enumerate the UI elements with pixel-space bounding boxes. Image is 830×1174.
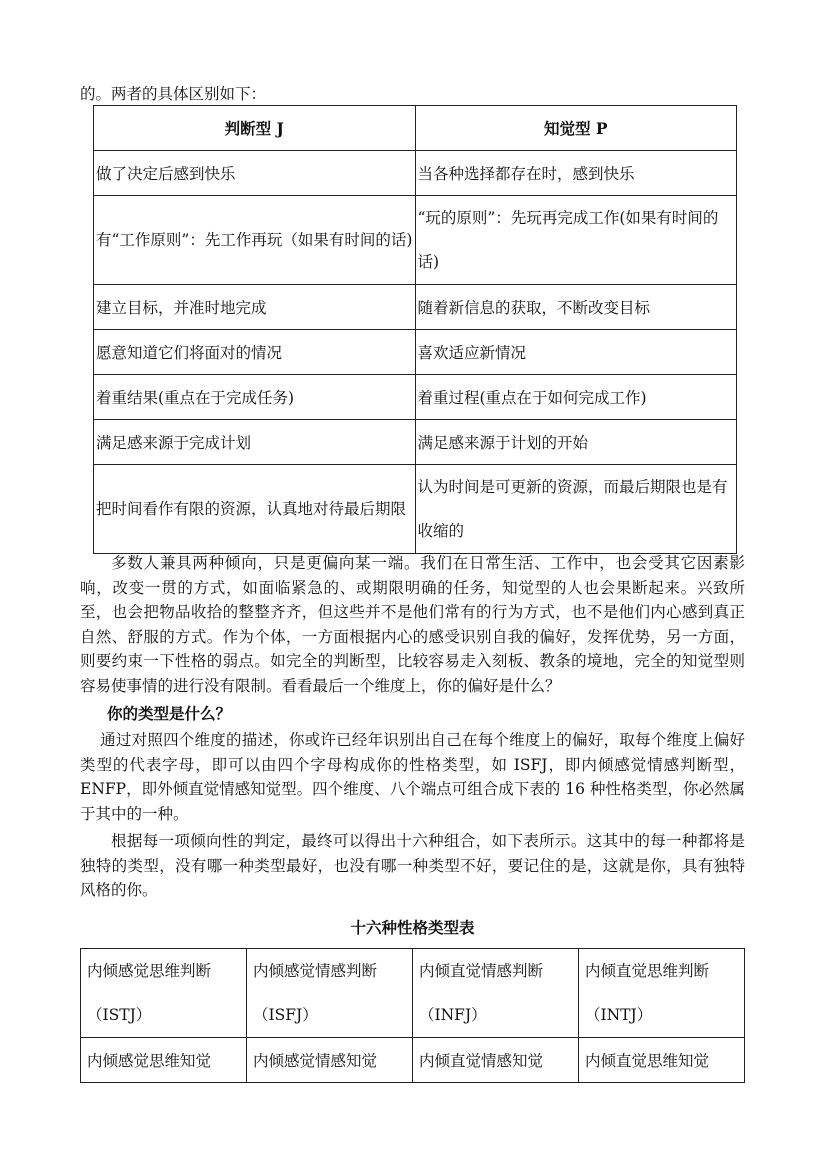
table-cell: 满足感来源于计划的开始: [415, 420, 737, 465]
table-cell: 把时间看作有限的资源，认真地对待最后期限: [94, 465, 416, 554]
table-cell: 着重结果(重点在于完成任务): [94, 375, 416, 420]
header-judging: 判断型 J: [94, 106, 416, 151]
type-name: 内倾感觉思维判断: [87, 962, 212, 980]
table-row: [81, 1038, 745, 1083]
paragraph-tendencies: 多数人兼具两种倾向，只是更偏向某一端。我们在日常生活、工作中，也会受其它因素影响，改变一贯的方式，如面临紧急的、或期限明确的任务，知觉型的人也会果断起来。兴致所至，也会把物品收拾的整整齐齐，但这些并不是他们常有的行为方式，也不是他们内心感到真正自然、舒服的方式。作为个体，一方面根据内心的感受识别自我的偏好，发挥优势，另一方面，则要约束一下性格的弱点。如完全的判断型，比较容易走入刻板、教条的境地，完全的知觉型则容易使事情的进行没有限制。看看最后一个维度上，你的偏好是什么？: [80, 554, 745, 695]
table-header-row: [94, 106, 737, 151]
table-cell: 做了决定后感到快乐: [94, 151, 416, 196]
paragraph-your-type: 通过对照四个维度的描述，你或许已经年识别出自己在每个维度上的偏好，取每个维度上偏好类型的代表字母，即可以由四个字母构成你的性格类型，如 ISFJ，即内倾感觉情感判断型，ENFP，即外倾直觉情感知觉型。四个维度、八个端点可组合成下表的 16 种性格类型，你必然属于其中的一种。: [80, 731, 745, 823]
type-cell: 内倾直觉思维知觉: [579, 1038, 745, 1083]
table-cell: 建立目标，并准时地完成: [94, 285, 416, 330]
table-cell: 认为时间是可更新的资源，而最后期限也是有收缩的: [415, 465, 737, 554]
type-cell: [413, 949, 579, 1038]
type-cell: [247, 949, 413, 1038]
sixteen-types-table: [80, 948, 745, 1083]
type-code: （INTJ）: [585, 1006, 653, 1024]
table-row: [94, 420, 737, 465]
section-heading: 你的类型是什么？: [107, 704, 232, 723]
table-cell: “玩的原则”：先玩再完成工作(如果有时间的话): [415, 196, 737, 285]
type-cell: 内倾感觉情感知觉: [247, 1038, 413, 1083]
type-cell: 内倾直觉情感知觉: [413, 1038, 579, 1083]
table-cell: 着重过程(重点在于如何完成工作): [415, 375, 737, 420]
table-cell: 随着新信息的获取，不断改变目标: [415, 285, 737, 330]
table-row: [81, 949, 745, 1038]
type-cell: [81, 949, 247, 1038]
table-row: [94, 330, 737, 375]
type-name: 内倾直觉思维判断: [585, 962, 710, 980]
paragraph-sixteen-types: 根据每一项倾向性的判定，最终可以得出十六种组合，如下表所示。这其中的每一种都将是独特的类型，没有哪一种类型最好，也没有哪一种类型不好，要记住的是，这就是你，具有独特风格的你。: [80, 832, 745, 899]
table-cell: 愿意知道它们将面对的情况: [94, 330, 416, 375]
table-row: [94, 151, 737, 196]
table-row: [94, 196, 737, 285]
type-name: 内倾感觉情感判断: [253, 962, 378, 980]
table-cell: 当各种选择都存在时，感到快乐: [415, 151, 737, 196]
judging-perceiving-table: [93, 105, 737, 554]
type-code: （ISTJ）: [87, 1006, 152, 1024]
header-perceiving: 知觉型 P: [415, 106, 737, 151]
table-row: [94, 465, 737, 554]
table-row: [94, 375, 737, 420]
table-cell: 有“工作原则”：先工作再玩（如果有时间的话): [94, 196, 416, 285]
type-cell: 内倾感觉思维知觉: [81, 1038, 247, 1083]
type-cell: [579, 949, 745, 1038]
table-row: [94, 285, 737, 330]
type-code: （ISFJ）: [253, 1006, 318, 1024]
table-cell: 满足感来源于完成计划: [94, 420, 416, 465]
intro-text: 的。两者的具体区别如下：: [80, 85, 267, 103]
types-table-title: 十六种性格类型表: [350, 918, 475, 937]
table-cell: 喜欢适应新情况: [415, 330, 737, 375]
type-code: （INFJ）: [419, 1006, 487, 1024]
type-name: 内倾直觉情感判断: [419, 962, 544, 980]
